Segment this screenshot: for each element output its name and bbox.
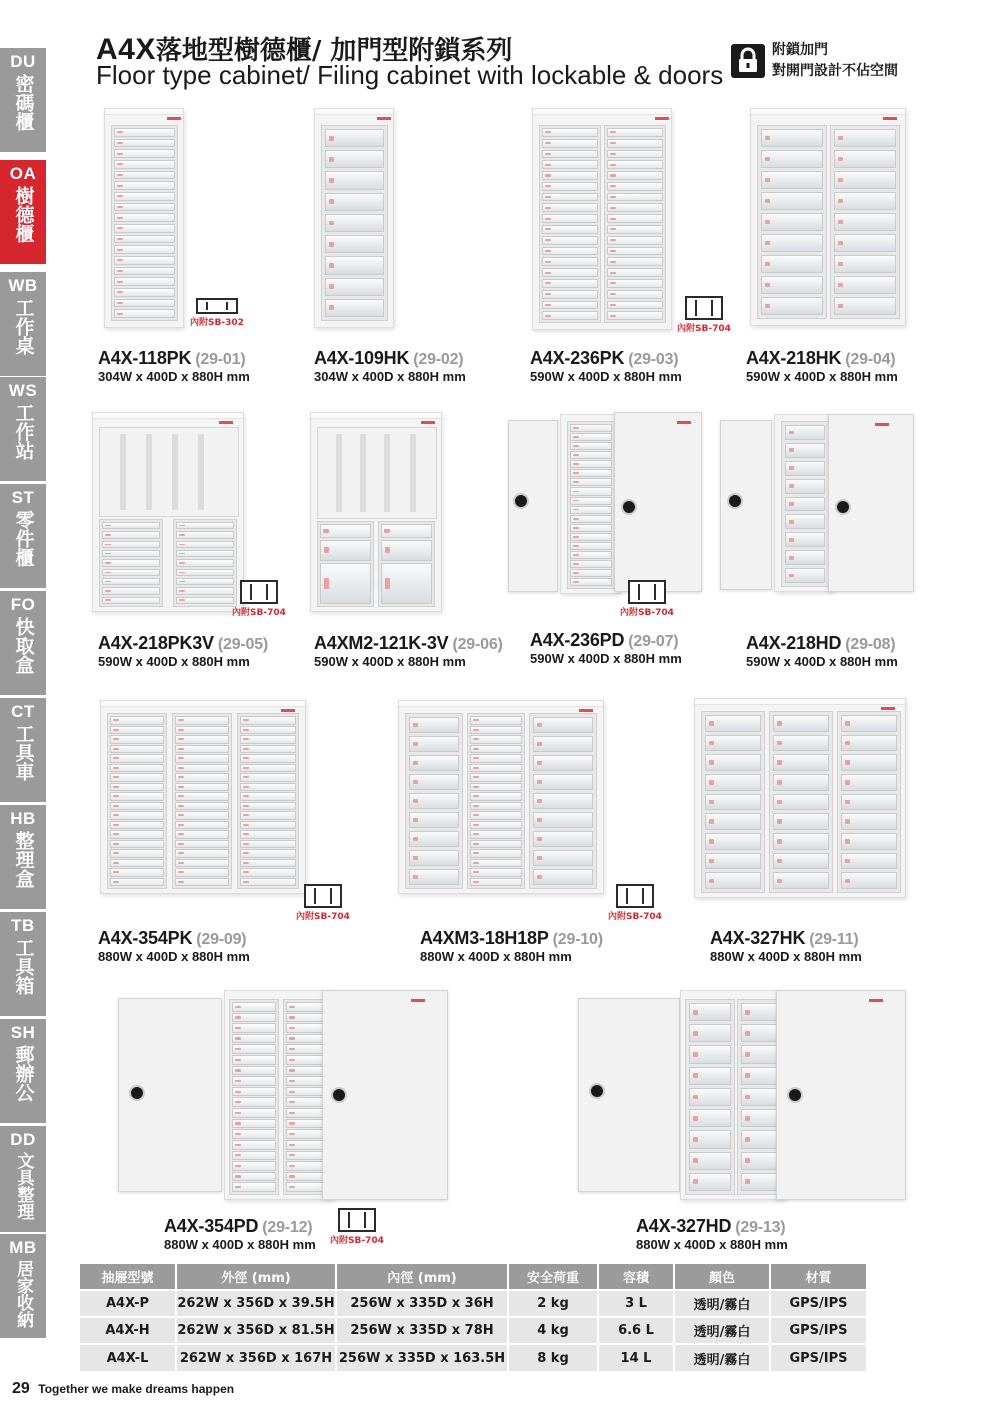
sidebar-tab-fo[interactable] (0, 591, 46, 695)
product-code: (29-03) (628, 351, 679, 368)
cabinet-door-left (720, 420, 772, 590)
table-cell: 256W x 335D x 78H (336, 1317, 508, 1344)
drawer-column (172, 713, 232, 889)
sidebar-tab-oa[interactable] (0, 160, 46, 264)
product-code: (29-12) (262, 1219, 313, 1236)
cabinet-door-left (508, 420, 558, 592)
sidebar-tab-label: 居家收納 (13, 1260, 33, 1328)
lock-knob-icon (835, 499, 851, 515)
accessory-sb704 (296, 884, 350, 922)
sidebar-tab-code: WS (8, 381, 38, 400)
accessory-label: 內附SB-704 (608, 912, 662, 922)
sidebar-tab-hb[interactable] (0, 805, 46, 909)
drawer-column (830, 125, 900, 319)
accessory-sb704 (677, 296, 731, 334)
product-image-a4x-236pd (560, 414, 620, 594)
table-cell: 262W x 356D x 81.5H (176, 1317, 336, 1344)
sidebar-tab-label: 郵辦公 (12, 1045, 35, 1102)
sidebar-tab-label: 整理盒 (12, 831, 35, 888)
table-cell: A4X-H (80, 1317, 176, 1344)
lock-knob-icon (589, 1083, 605, 1099)
column-header: 抽屜型號 (80, 1264, 176, 1290)
drawer-column (757, 125, 827, 319)
product-image-a4x-218hk (750, 108, 906, 326)
lock-knob-icon (727, 493, 743, 509)
table-cell: 2 kg (508, 1290, 598, 1317)
drawer-column (405, 713, 463, 889)
sidebar-tab-dd[interactable] (0, 1126, 46, 1232)
drawer-column (529, 713, 597, 889)
cabinet-door-left (118, 998, 222, 1192)
product-image-a4x-327hd (680, 990, 786, 1200)
drawer-column (604, 125, 666, 323)
sidebar-tab-code: WB (8, 276, 38, 295)
product-code: (29-10) (552, 931, 603, 948)
sidebar-tab-code: TB (11, 916, 35, 935)
table-cell: 透明/霧白 (674, 1344, 770, 1371)
product-dimensions: 590W x 400D x 880H mm (314, 654, 466, 669)
drawer-column (467, 713, 525, 889)
drawer-column (107, 713, 167, 889)
drawer-column (99, 519, 163, 607)
product-image-a4x-354pd (224, 990, 334, 1200)
drawer-column (237, 713, 299, 889)
table-row (80, 1344, 866, 1371)
lock-knob-icon (787, 1087, 803, 1103)
product-code: (29-05) (217, 636, 269, 653)
model-number: A4X-218PK3V (98, 633, 214, 653)
table-cell: A4X-P (80, 1290, 176, 1317)
model-number: A4XM3-18H18P (420, 928, 549, 948)
sidebar-tab-st[interactable] (0, 484, 46, 588)
sidebar-tab-label: 工具車 (12, 724, 35, 781)
table-cell: 4 kg (508, 1317, 598, 1344)
table-cell: 6.6 L (598, 1317, 674, 1344)
title-cn-text: 落地型樹德櫃/ 加門型附鎖系列 (155, 36, 513, 66)
table-cell: 262W x 356D x 167H (176, 1344, 336, 1371)
product-dimensions: 880W x 400D x 880H mm (420, 949, 572, 964)
drawer-column (685, 999, 735, 1195)
vertical-divider-section (99, 427, 239, 517)
sidebar-tab-mb[interactable] (0, 1234, 46, 1338)
sidebar-tab-code: MB (9, 1238, 37, 1257)
table-cell: 14 L (598, 1344, 674, 1371)
accessory-sb704 (608, 884, 662, 922)
tray-icon (240, 580, 278, 604)
product-dimensions: 304W x 400D x 880H mm (98, 369, 250, 384)
cabinet-door-left (578, 998, 680, 1192)
product-image-a4x-236pk (532, 108, 672, 330)
accessory-label: 內附SB-704 (296, 912, 350, 922)
sidebar-tab-du[interactable] (0, 48, 46, 152)
product-code: (29-06) (452, 636, 503, 653)
product-dimensions: 590W x 400D x 880H mm (746, 654, 898, 669)
product-code: (29-07) (628, 633, 679, 650)
product-dimensions: 590W x 400D x 880H mm (530, 651, 682, 666)
table-cell: 256W x 335D x 36H (336, 1290, 508, 1317)
table-cell: 256W x 335D x 163.5H (336, 1344, 508, 1371)
product-image-a4xm3-18h18p (398, 700, 604, 894)
footer-slogan: Together we make dreams happen (38, 1382, 235, 1396)
model-number: A4X-327HD (636, 1216, 732, 1236)
drawer-column (229, 999, 279, 1195)
table-cell: GPS/IPS (770, 1344, 866, 1371)
model-number: A4X-118PK (98, 348, 192, 368)
model-number: A4X-236PD (530, 630, 625, 650)
accessory-sb302 (190, 298, 244, 328)
product-dimensions: 590W x 400D x 880H mm (530, 369, 682, 384)
drawer-column (567, 421, 615, 589)
model-number: A4XM2-121K-3V (314, 633, 449, 653)
product-image-a4x-109hk (314, 108, 394, 328)
drawer-column (769, 711, 833, 893)
table-cell: 3 L (598, 1290, 674, 1317)
lock-note-line: 對開門設計不佔空間 (772, 63, 898, 79)
sidebar-tab-code: FO (10, 595, 36, 614)
table-cell: GPS/IPS (770, 1317, 866, 1344)
model-number: A4X-354PD (164, 1216, 259, 1236)
table-cell: GPS/IPS (770, 1290, 866, 1317)
accessory-label: 內附SB-704 (620, 608, 674, 618)
cabinet-door-right (828, 414, 914, 592)
product-image-a4x-218pk3v (92, 412, 244, 612)
column-header: 容積 (598, 1264, 674, 1290)
drawer-column (173, 519, 237, 607)
model-name (98, 348, 245, 369)
table-cell: 透明/霧白 (674, 1317, 770, 1344)
column-header: 材質 (770, 1264, 866, 1290)
drawer-column (539, 125, 601, 323)
product-code: (29-11) (809, 931, 859, 948)
product-code: (29-01) (195, 351, 246, 368)
lock-knob-icon (129, 1085, 145, 1101)
page-title-en: Floor type cabinet/ Filing cabinet with lockable & doors (96, 60, 724, 90)
product-dimensions: 880W x 400D x 880H mm (710, 949, 862, 964)
table-row (80, 1290, 866, 1317)
sidebar-tab-code: CT (11, 702, 35, 721)
lock-knob-icon (331, 1087, 347, 1103)
drawer-column (378, 521, 435, 607)
sidebar-tab-ct[interactable] (0, 698, 46, 802)
product-image-a4x-354pk (100, 700, 306, 894)
model-name (746, 348, 895, 369)
page-number: 29 (12, 1380, 30, 1397)
accessory-sb704 (620, 580, 674, 618)
drawer-column (781, 421, 829, 587)
cabinet-door-right (614, 412, 702, 592)
model-name (98, 928, 246, 949)
sidebar-tab-code: OA (9, 164, 37, 183)
tray-icon (338, 1208, 376, 1232)
sidebar-tab-code: HB (10, 809, 36, 828)
accessory-sb704 (330, 1208, 384, 1246)
sidebar-tab-label: 工具箱 (12, 938, 35, 995)
cabinet-door-right (322, 990, 448, 1200)
product-image-a4x-118pk (104, 108, 184, 328)
sidebar-tab-label: 工作桌 (12, 298, 35, 355)
model-name (98, 633, 268, 654)
product-code: (29-08) (845, 636, 896, 653)
product-code: (29-13) (735, 1219, 786, 1236)
sidebar-tab-code: ST (11, 488, 35, 507)
product-code: (29-09) (196, 931, 247, 948)
sidebar-tab-label: 快取盒 (12, 617, 35, 674)
sidebar-tab-ws[interactable] (0, 377, 46, 481)
accessory-label: 內附SB-704 (330, 1236, 384, 1246)
sidebar-tab-tb[interactable] (0, 912, 46, 1016)
accessory-sb704 (232, 580, 286, 618)
drawer-column (321, 125, 388, 321)
product-code: (29-02) (413, 351, 464, 368)
model-name (314, 633, 503, 654)
column-header: 外徑 (mm) (176, 1264, 336, 1290)
column-header: 內徑 (mm) (336, 1264, 508, 1290)
drawer-column (111, 125, 178, 321)
sidebar-tab-label: 零件櫃 (12, 510, 35, 567)
model-name (530, 630, 678, 651)
table-header-row (80, 1264, 866, 1290)
product-image-a4x-218hd (774, 414, 834, 592)
product-image-a4xm2-121k-3v (310, 412, 442, 612)
sidebar-tab-wb[interactable] (0, 272, 46, 376)
table-cell: 8 kg (508, 1344, 598, 1371)
padlock-icon (731, 44, 765, 78)
sidebar-tab-label: 文具整理 (13, 1152, 34, 1220)
tray-icon (685, 296, 723, 320)
product-code: (29-04) (845, 351, 896, 368)
series-name: A4X (96, 33, 156, 66)
tray-icon (616, 884, 654, 908)
column-header: 安全荷重 (508, 1264, 598, 1290)
table-row (80, 1317, 866, 1344)
product-dimensions: 880W x 400D x 880H mm (164, 1237, 316, 1252)
lock-knob-icon (621, 499, 637, 515)
sidebar-tab-sh[interactable] (0, 1019, 46, 1123)
drawer-spec-table (80, 1264, 866, 1371)
drawer-column (701, 711, 765, 893)
product-image-a4x-327hk (694, 698, 906, 898)
model-name (710, 928, 859, 949)
model-number: A4X-109HK (314, 348, 410, 368)
cabinet-door-right (776, 990, 906, 1200)
product-dimensions: 590W x 400D x 880H mm (746, 369, 898, 384)
drawer-column (317, 521, 374, 607)
sidebar-tab-code: SH (10, 1023, 36, 1042)
accessory-label: 內附SB-704 (232, 608, 286, 618)
column-header: 顏色 (674, 1264, 770, 1290)
model-name (164, 1216, 312, 1237)
sidebar-tab-label: 密碼櫃 (12, 74, 35, 131)
table-cell: 262W x 356D x 39.5H (176, 1290, 336, 1317)
product-dimensions: 590W x 400D x 880H mm (98, 654, 250, 669)
product-dimensions: 304W x 400D x 880H mm (314, 369, 466, 384)
accessory-label: 內附SB-302 (190, 318, 244, 328)
sidebar-tab-label: 工作站 (12, 403, 35, 460)
page-footer (12, 1380, 234, 1398)
model-name (636, 1216, 785, 1237)
accessory-label: 內附SB-704 (677, 324, 731, 334)
model-number: A4X-218HK (746, 348, 842, 368)
table-cell: A4X-L (80, 1344, 176, 1371)
tray-icon (628, 580, 666, 604)
model-name (746, 633, 895, 654)
model-name (314, 348, 463, 369)
lock-knob-icon (513, 493, 529, 509)
lock-feature-note (772, 40, 898, 82)
tray-icon (304, 884, 342, 908)
table-cell: 透明/霧白 (674, 1290, 770, 1317)
tray-icon (196, 298, 238, 314)
product-dimensions: 880W x 400D x 880H mm (636, 1237, 788, 1252)
model-number: A4X-354PK (98, 928, 193, 948)
model-number: A4X-327HK (710, 928, 806, 948)
sidebar-tab-code: DD (10, 1130, 36, 1149)
sidebar-tab-code: DU (10, 52, 36, 71)
lock-note-line: 附鎖加門 (772, 42, 828, 58)
model-name (530, 348, 678, 369)
drawer-column (837, 711, 901, 893)
sidebar-tab-label: 樹德櫃 (12, 186, 35, 243)
product-dimensions: 880W x 400D x 880H mm (98, 949, 250, 964)
model-name (420, 928, 603, 949)
model-number: A4X-236PK (530, 348, 625, 368)
model-number: A4X-218HD (746, 633, 842, 653)
vertical-divider-section (317, 427, 437, 519)
